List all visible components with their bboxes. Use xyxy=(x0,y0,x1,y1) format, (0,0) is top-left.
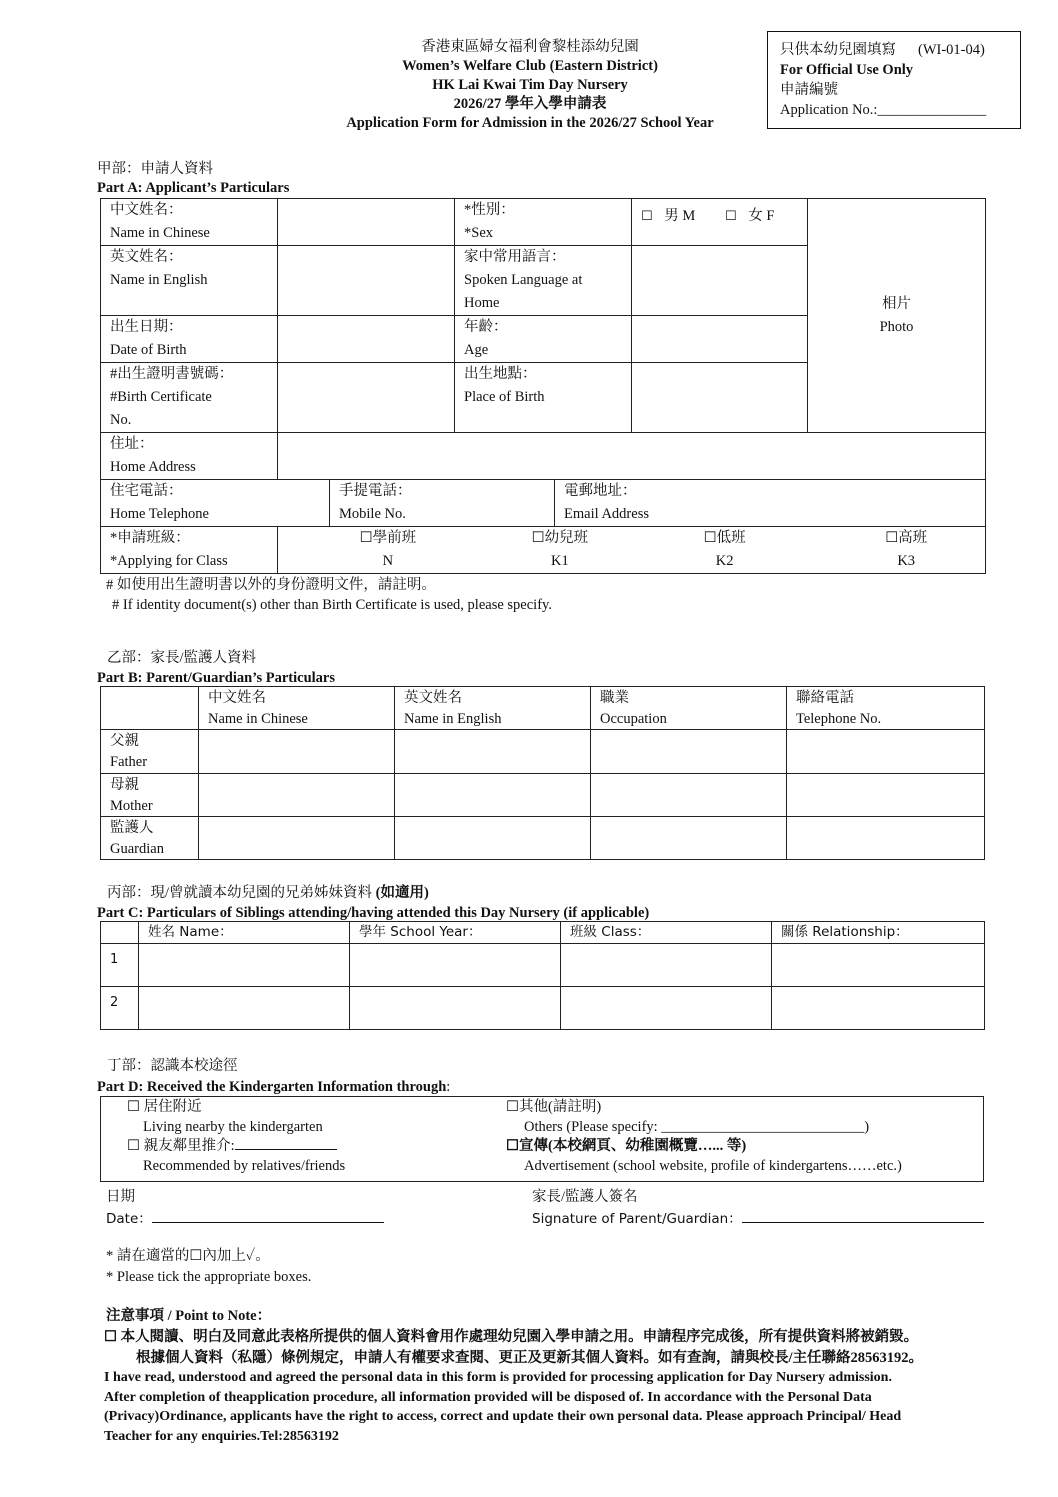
tick-note xyxy=(106,1246,311,1288)
applicant-particulars-table xyxy=(100,198,986,574)
dob-label: 出生日期： Date of Birth xyxy=(101,316,278,363)
sibling-2-school-year[interactable] xyxy=(350,987,561,1030)
signature-field[interactable] xyxy=(742,1210,984,1223)
school-name-zh: 香港東區婦女福利會黎桂添幼兒園 xyxy=(421,39,639,55)
privacy-consent-zh-2: 根據個人資料（私隱）條例規定，申請人有權要求查閱、更正及更新其個人資料。如有查詢，請與校長/主任聯絡28563192。 xyxy=(136,1350,924,1366)
application-no-label-zh: 申請編號 xyxy=(780,82,838,98)
row-label-guardian: 監護人 Guardian xyxy=(101,817,199,860)
dob-field[interactable] xyxy=(278,316,455,363)
privacy-en-line-3: (Privacy)Ordinance, applicants have the right to access, correct and update their own personal data. Please approach Principal/ Head xyxy=(104,1409,902,1424)
nursery-name-en: HK Lai Kwai Tim Day Nursery xyxy=(432,77,628,93)
id-note-en: # If identity document(s) other than Birth Certificate is used, please specify. xyxy=(112,597,552,613)
birth-cert-field[interactable] xyxy=(278,363,455,433)
date-label-zh: 日期 xyxy=(106,1189,135,1205)
option-others-en[interactable]: Others (Please specify: ____________________________) xyxy=(524,1118,870,1135)
privacy-consent xyxy=(104,1327,1034,1369)
date-block xyxy=(106,1186,384,1230)
official-use-label-zh: 只供本幼兒園填寫 xyxy=(780,42,896,58)
row-number: 1 xyxy=(101,944,139,987)
option-advertisement-en: Advertisement (school website, profile of kindergartens……etc.) xyxy=(524,1157,902,1174)
option-others[interactable]: ☐其他(請註明) xyxy=(506,1099,602,1115)
tick-note-zh: * 請在適當的☐內加上✓。 xyxy=(106,1248,270,1264)
part-c-title-en: Part C: Particulars of Siblings attending/having attended this Day Nursery (if applicable) xyxy=(97,905,650,921)
parent-guardian-table xyxy=(100,686,985,860)
option-recommended[interactable]: ☐ 親友鄰里推介: xyxy=(127,1138,235,1154)
part-d-heading: 丁部：認識本校途徑 Part D: Received the Kindergarten Information through: xyxy=(97,1058,451,1095)
mother-name-english[interactable] xyxy=(395,774,591,817)
mother-telephone[interactable] xyxy=(787,774,985,817)
school-year-zh: 2026/27 學年入學申請表 xyxy=(453,96,607,112)
father-name-english[interactable] xyxy=(395,730,591,774)
home-address-field[interactable] xyxy=(278,433,986,480)
form-code: (WI-01-04) xyxy=(918,42,985,58)
photo-label-en: Photo xyxy=(879,318,914,335)
privacy-en-line-2: After completion of theapplication procedure, all information provided will be disposed of. In accordance with the Personal Data xyxy=(104,1389,872,1405)
header-name-english: 英文姓名 Name in English xyxy=(395,687,591,730)
class-option-k2[interactable]: ☐低班 K2 xyxy=(703,530,746,569)
guardian-name-chinese[interactable] xyxy=(199,817,395,860)
name-chinese-label: 中文姓名： Name in Chinese xyxy=(101,199,278,246)
home-telephone-field[interactable]: 住宅電話： Home Telephone xyxy=(101,480,330,527)
name-english-field[interactable] xyxy=(278,246,455,316)
notes-title: 注意事項 / Point to Note： xyxy=(106,1308,272,1324)
info-source-box xyxy=(100,1096,984,1182)
signature-label-zh: 家長/監護人簽名 xyxy=(532,1189,638,1205)
email-field[interactable]: 電郵地址： Email Address xyxy=(555,480,986,527)
guardian-name-english[interactable] xyxy=(395,817,591,860)
age-label: 年齡： Age xyxy=(455,316,632,363)
class-option-k1[interactable]: ☐幼兒班 K1 xyxy=(531,530,589,569)
application-no-field[interactable]: Application No.:_______________ xyxy=(780,102,987,118)
corner-cell xyxy=(101,922,139,944)
form-title-en: Application Form for Admission in the 2026/27 School Year xyxy=(346,115,714,131)
row-label-mother: 母親 Mother xyxy=(101,774,199,817)
guardian-occupation[interactable] xyxy=(591,817,787,860)
part-a-title-en: Part A: Applicant’s Particulars xyxy=(97,180,290,196)
option-advertisement[interactable]: ☐宣傳(本校網頁、幼稚園概覽…... 等) xyxy=(506,1138,747,1154)
sibling-2-name[interactable] xyxy=(139,987,350,1030)
sex-label: *性別： *Sex xyxy=(455,199,632,246)
signature-label-en: Signature of Parent/Guardian： xyxy=(532,1211,742,1227)
photo-box[interactable] xyxy=(808,199,986,433)
header-occupation: 職業 Occupation xyxy=(591,687,787,730)
table-row xyxy=(101,987,985,1030)
part-a-heading xyxy=(97,160,289,198)
place-of-birth-label: 出生地點： Place of Birth xyxy=(455,363,632,433)
privacy-consent-zh-1[interactable]: ☐ 本人閱讀、明白及同意此表格所提供的個人資料會用作處理幼兒園入學申請之用。申請程序完成後，所有提供資料將被銷毀。 xyxy=(104,1329,919,1345)
privacy-statement-en xyxy=(104,1368,1039,1446)
part-c-heading xyxy=(97,883,649,923)
siblings-table xyxy=(100,921,985,1030)
part-d-title-zh: 丁部：認識本校途徑 xyxy=(107,1058,238,1074)
privacy-en-line-1: I have read, understood and agreed the personal data in this form is provided for processing application for Day Nursery admission. xyxy=(104,1370,892,1385)
sibling-1-name[interactable] xyxy=(139,944,350,987)
spoken-language-label: 家中常用語言： Spoken Language at Home xyxy=(455,246,632,316)
father-telephone[interactable] xyxy=(787,730,985,774)
option-recommended-en: Recommended by relatives/friends xyxy=(143,1157,346,1174)
applying-class-label: *申請班級： *Applying for Class xyxy=(101,527,278,574)
table-row xyxy=(101,730,985,774)
corner-cell xyxy=(101,687,199,730)
table-row xyxy=(101,817,985,860)
sex-options xyxy=(632,199,808,246)
sex-male-label: 男 M xyxy=(664,208,696,224)
sex-female-checkbox[interactable]: ☐ xyxy=(724,209,737,224)
header-sibling-name: 姓名 Name： xyxy=(139,922,350,944)
id-note-zh: # 如使用出生證明書以外的身份證明文件，請註明。 xyxy=(106,577,436,593)
sibling-1-school-year[interactable] xyxy=(350,944,561,987)
privacy-en-line-4: Teacher for any enquiries.Tel:28563192 xyxy=(104,1428,339,1444)
id-document-note xyxy=(106,575,552,615)
header-relationship: 關係 Relationship： xyxy=(772,922,985,944)
part-c-title-zh-suffix: (如適用) xyxy=(375,885,429,901)
option-nearby-en: Living nearby the kindergarten xyxy=(143,1118,323,1135)
part-d-title-en: Part D: Received the Kindergarten Information through xyxy=(97,1079,447,1095)
father-name-chinese[interactable] xyxy=(199,730,395,774)
name-english-label: 英文姓名： Name in English xyxy=(101,246,278,316)
table-row xyxy=(101,944,985,987)
age-field[interactable] xyxy=(632,316,808,363)
part-b-title-en: Part B: Parent/Guardian’s Particulars xyxy=(97,670,336,686)
signature-block xyxy=(532,1186,984,1230)
part-a-title-zh: 甲部：申請人資料 xyxy=(97,161,213,177)
official-use-box xyxy=(767,31,1021,129)
table-row xyxy=(101,774,985,817)
class-option-n[interactable]: ☐學前班 N xyxy=(359,530,417,569)
club-name-en: Women’s Welfare Club (Eastern District) xyxy=(402,58,658,74)
sibling-1-class[interactable] xyxy=(561,944,772,987)
recommended-blank[interactable] xyxy=(235,1137,337,1150)
photo-label-zh: 相片 xyxy=(882,295,912,312)
option-nearby[interactable]: ☐ 居住附近 xyxy=(127,1099,202,1115)
sex-female-label: 女 F xyxy=(748,208,775,224)
sibling-1-relationship[interactable] xyxy=(772,944,985,987)
tick-note-en: * Please tick the appropriate boxes. xyxy=(106,1269,312,1285)
sibling-2-relationship[interactable] xyxy=(772,987,985,1030)
header-class: 班級 Class： xyxy=(561,922,772,944)
place-of-birth-field[interactable] xyxy=(632,363,808,433)
row-label-father: 父親 Father xyxy=(101,730,199,774)
row-number: 2 xyxy=(101,987,139,1030)
guardian-telephone[interactable] xyxy=(787,817,985,860)
home-address-label: 住址： Home Address xyxy=(101,433,278,480)
birth-cert-label: #出生證明書號碼： #Birth Certificate No. xyxy=(101,363,278,433)
mother-occupation[interactable] xyxy=(591,774,787,817)
part-c-title-zh: 丙部：現/曾就讀本幼兒園的兄弟姊妹資料 xyxy=(107,885,373,901)
father-occupation[interactable] xyxy=(591,730,787,774)
sex-male-checkbox[interactable]: ☐ xyxy=(641,209,653,224)
name-chinese-field[interactable] xyxy=(278,199,455,246)
applying-class-options xyxy=(278,527,986,574)
class-option-k3[interactable]: ☐高班 K3 xyxy=(885,530,928,569)
mobile-field[interactable]: 手提電話： Mobile No. xyxy=(330,480,555,527)
header-name-chinese: 中文姓名 Name in Chinese xyxy=(199,687,395,730)
sibling-2-class[interactable] xyxy=(561,987,772,1030)
page-header xyxy=(250,38,810,133)
mother-name-chinese[interactable] xyxy=(199,774,395,817)
header-school-year: 學年 School Year： xyxy=(350,922,561,944)
spoken-language-field[interactable] xyxy=(632,246,808,316)
part-b-heading xyxy=(97,648,335,688)
date-label-en: Date： xyxy=(106,1211,152,1227)
date-field[interactable] xyxy=(152,1210,384,1223)
official-use-label-en: For Official Use Only xyxy=(780,62,914,78)
part-b-title-zh: 乙部：家長/監護人資料 xyxy=(107,650,257,666)
header-telephone: 聯絡電話 Telephone No. xyxy=(787,687,985,730)
